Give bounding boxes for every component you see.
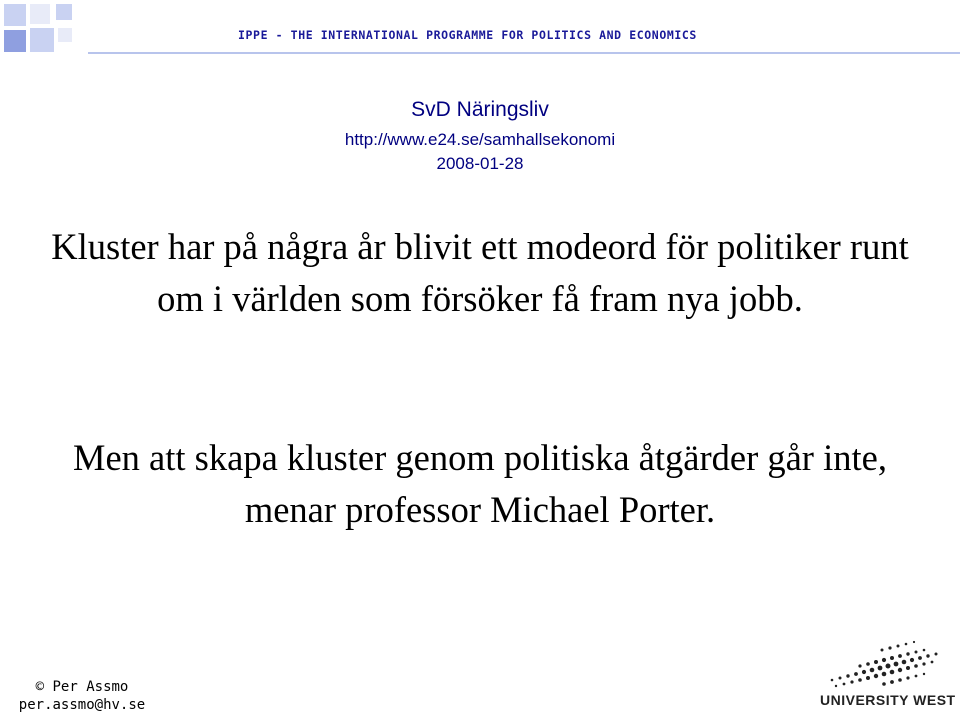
university-west-logo: [820, 636, 956, 712]
author-name: © Per Assmo: [35, 679, 129, 695]
logo-dot-pattern-icon: [820, 636, 950, 692]
header-bar: [88, 0, 960, 52]
header-title: IPPE - THE INTERNATIONAL PROGRAMME FOR POLITICS AND ECONOMICS: [238, 28, 697, 42]
quote-paragraph-1: Kluster har på några år blivit ett modeord för politiker runt om i världen som försöker få fram nya jobb.: [51, 226, 909, 319]
header-divider: [88, 52, 960, 54]
footer-credits: [12, 678, 152, 714]
author-email: per.assmo@hv.se: [18, 697, 146, 713]
source-url: http://www.e24.se/samhallsekonomi: [344, 130, 616, 149]
quote-paragraph-2: Men att skapa kluster genom politiska åtgärder går inte, menar professor Michael Porter.: [73, 437, 887, 530]
source-date: 2008-01-28: [436, 154, 524, 173]
logo-text: UNIVERSITY WEST: [820, 692, 956, 708]
source-name: SvD Näringsliv: [411, 98, 549, 121]
